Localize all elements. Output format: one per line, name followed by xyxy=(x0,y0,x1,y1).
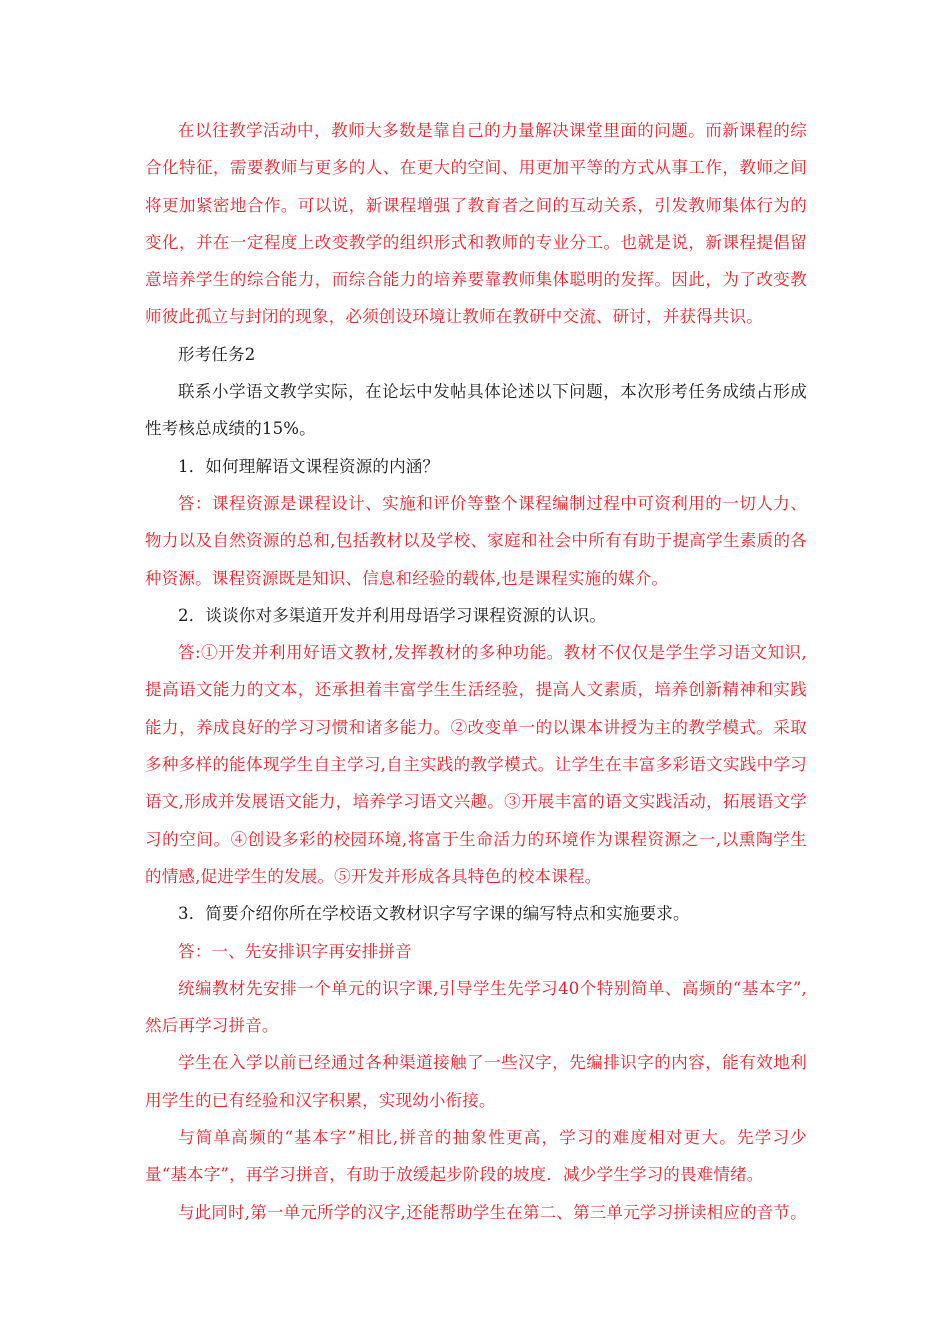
answer-3-heading: 答：一、先安排识字再安排拼音 xyxy=(178,941,412,961)
question-1: 1．如何理解语文课程资源的内涵？ xyxy=(178,456,440,476)
answer-3-paragraph-1: 统编教材先安排一个单元的识字课,引导学生先学习40个特别简单、高频的“基本字”,然后再学习拼音。 xyxy=(145,978,807,1036)
answer-3-paragraph-3: 与简单高频的“基本字”相比,拼音的抽象性更高，学习的难度相对更大。先学习少量“基本字”，再学习拼音，有助于放缓起步阶段的坡度．减少学生学习的畏难情绪。 xyxy=(145,1128,807,1185)
document-page xyxy=(145,112,807,1231)
question-2: 2．谈谈你对多渠道开发并利用母语学习课程资源的认识。 xyxy=(178,605,607,625)
answer-3-paragraph-4: 与此同时,第一单元所学的汉字,还能帮助学生在第二、第三单元学习拼读相应的音节。 xyxy=(178,1202,807,1222)
answer-2: 答:①开发并利用好语文教材,发挥教材的多种功能。教材不仅仅是学生学习语文知识,提高语文能力的文本，还承担着丰富学生生活经验，提高人文素质，培养创新精神和实践能力，养成良好的学习习惯和诸多能力。②改变单一的以课本讲授为主的教学模式。采取多种多样的能体现学生自主学习,自主实践的教学模式。让学生在丰富多彩语文实践中学习语文,形成并发展语文能力，培养学习语文兴趣。③开展丰富的语文实践活动，拓展语文学习的空间。④创设多彩的校园环境,将富于生命活力的环境作为课程资源之一,以熏陶学生的情感,促进学生的发展。⑤开发并形成各具特色的校本课程。 xyxy=(145,643,807,886)
paragraph-collaboration: 在以往教学活动中，教师大多数是靠自己的力量解决课堂里面的问题。而新课程的综合化特征，需要教师与更多的人、在更大的空间、用更加平等的方式从事工作，教师之间将更加紧密地合作。可以说，新课程增强了教育者之间的互动关系，引发教师集体行为的变化，并在一定程度上改变教学的组织形式和教师的专业分工。也就是说，新课程提倡留意培养学生的综合能力，而综合能力的培养要靠教师集体聪明的发挥。因此，为了改变教师彼此孤立与封闭的现象，必须创设环境让教师在教研中交流、研讨，并获得共识。 xyxy=(145,121,807,327)
answer-3-paragraph-2: 学生在入学以前已经通过各种渠道接触了一些汉字，先编排识字的内容，能有效地利用学生的已有经验和汉字积累，实现幼小衔接。 xyxy=(145,1053,807,1110)
question-3: 3．简要介绍你所在学校语文教材识字写字课的编写特点和实施要求。 xyxy=(178,904,690,924)
heading-task-2: 形考任务2 xyxy=(178,344,256,364)
answer-1: 答：课程资源是课程设计、实施和评价等整个课程编制过程中可资利用的一切人力、物力以及自然资源的总和,包括教材以及学校、家庭和社会中所有有助于提高学生素质的各种资源。课程资源既是知识、信息和经验的载体,也是课程实施的媒介。 xyxy=(145,493,807,588)
task-instructions: 联系小学语文教学实际，在论坛中发帖具体论述以下问题，本次形考任务成绩占形成性考核总成绩的15%。 xyxy=(145,382,807,439)
